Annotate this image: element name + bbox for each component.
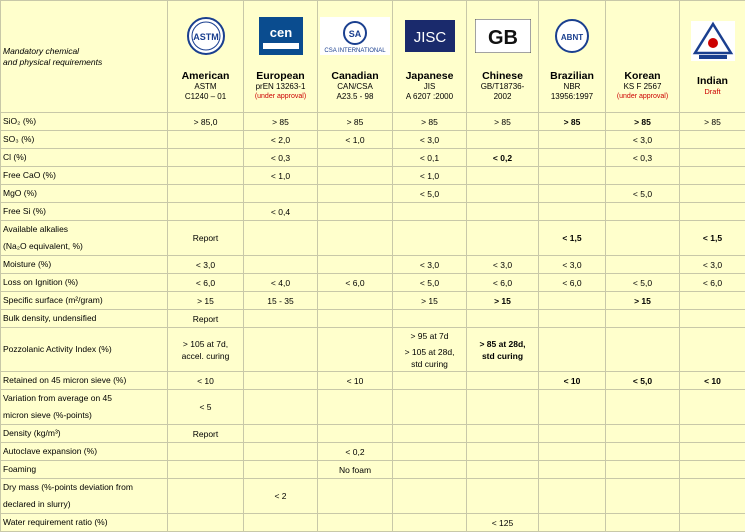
std-canadian-1: CAN/CSA xyxy=(320,82,390,92)
cell xyxy=(606,390,680,425)
std-brazilian-1: NBR xyxy=(541,82,603,92)
cell xyxy=(606,310,680,328)
row-label-line1: Dry mass (%-points deviation from xyxy=(3,479,165,496)
table-row xyxy=(1,149,745,167)
cell xyxy=(680,292,745,310)
cell: < 5,0 xyxy=(606,274,680,292)
cell xyxy=(680,514,745,532)
cell xyxy=(539,131,606,149)
cell xyxy=(467,443,539,461)
table-row xyxy=(1,390,745,425)
cell: > 85 xyxy=(606,113,680,131)
header-american xyxy=(168,1,244,113)
std-brazilian-2: 13956:1997 xyxy=(541,92,603,102)
cell xyxy=(244,372,318,390)
cell: > 15 xyxy=(168,292,244,310)
svg-text:ASTM: ASTM xyxy=(193,32,219,42)
cell xyxy=(393,390,467,425)
cell: < 6,0 xyxy=(318,274,393,292)
cell xyxy=(168,203,244,221)
cell: < 0,4 xyxy=(244,203,318,221)
cell xyxy=(606,479,680,514)
row-label: Retained on 45 micron sieve (%) xyxy=(1,372,168,390)
header-indian xyxy=(680,1,745,113)
row-label: Autoclave expansion (%) xyxy=(1,443,168,461)
cell: < 1,0 xyxy=(393,167,467,185)
cell xyxy=(680,390,745,425)
row-label: Free CaO (%) xyxy=(1,167,168,185)
cell xyxy=(244,328,318,372)
cell-line: > 105 at 28d, xyxy=(395,346,464,358)
cell xyxy=(244,461,318,479)
cell xyxy=(680,185,745,203)
header-canadian xyxy=(318,1,393,113)
cell xyxy=(318,203,393,221)
table-row xyxy=(1,310,745,328)
cell: < 2 xyxy=(244,479,318,514)
cell xyxy=(393,461,467,479)
cell xyxy=(539,479,606,514)
cell xyxy=(467,167,539,185)
country-name-korean: Korean xyxy=(608,70,677,82)
cell xyxy=(467,203,539,221)
cell xyxy=(680,167,745,185)
note-korean: (under approval) xyxy=(608,92,677,101)
cell-line: std curing xyxy=(469,350,536,362)
table-row xyxy=(1,292,745,310)
cell xyxy=(680,310,745,328)
country-name-european: European xyxy=(246,70,315,82)
country-name-canadian: Canadian xyxy=(320,70,390,82)
country-name-american: American xyxy=(170,70,241,82)
cell: > 85 xyxy=(680,113,745,131)
cell xyxy=(539,328,606,372)
jisc-logo xyxy=(395,16,464,56)
cell xyxy=(244,390,318,425)
cell xyxy=(318,185,393,203)
cell xyxy=(606,443,680,461)
cell: 15 - 35 xyxy=(244,292,318,310)
cell xyxy=(539,425,606,443)
table-row xyxy=(1,256,745,274)
cell: < 0,2 xyxy=(467,149,539,167)
cell: < 10 xyxy=(168,372,244,390)
cell xyxy=(168,328,244,372)
cell xyxy=(318,256,393,274)
note-indian: Draft xyxy=(682,87,743,96)
cell: < 10 xyxy=(318,372,393,390)
cell xyxy=(318,390,393,425)
cell xyxy=(606,256,680,274)
country-name-indian: Indian xyxy=(682,75,743,87)
cell-line: > 95 at 7d xyxy=(395,330,464,342)
cell: < 125 xyxy=(467,514,539,532)
cell xyxy=(606,425,680,443)
svg-text:CSA INTERNATIONAL: CSA INTERNATIONAL xyxy=(324,48,386,54)
cell: > 85 xyxy=(467,113,539,131)
cell xyxy=(606,167,680,185)
cell xyxy=(393,328,467,372)
cell xyxy=(539,310,606,328)
abnt-logo xyxy=(541,16,603,56)
header-chinese xyxy=(467,1,539,113)
cell xyxy=(393,425,467,443)
cell: < 1,0 xyxy=(244,167,318,185)
std-japanese-2: A 6207 :2000 xyxy=(395,92,464,102)
cell: < 1,5 xyxy=(539,221,606,256)
table-row xyxy=(1,113,745,131)
table-row xyxy=(1,514,745,532)
cell xyxy=(318,292,393,310)
std-american-2: C1240 – 01 xyxy=(170,92,241,102)
cell: > 15 xyxy=(393,292,467,310)
svg-text:JISC: JISC xyxy=(413,29,446,46)
cell xyxy=(680,149,745,167)
row-label-line2: (Na₂O equivalent, %) xyxy=(3,238,165,255)
cell xyxy=(318,425,393,443)
bis-logo xyxy=(682,21,743,61)
cell xyxy=(244,443,318,461)
cell xyxy=(393,514,467,532)
table-row xyxy=(1,203,745,221)
cell: < 3,0 xyxy=(680,256,745,274)
svg-text:GB: GB xyxy=(488,27,518,49)
cell: > 85 xyxy=(539,113,606,131)
table-row xyxy=(1,221,745,256)
cell: > 85 xyxy=(244,113,318,131)
country-name-chinese: Chinese xyxy=(469,70,536,82)
table-row xyxy=(1,461,745,479)
cell xyxy=(393,310,467,328)
cell xyxy=(244,221,318,256)
cell xyxy=(168,443,244,461)
table-row xyxy=(1,274,745,292)
cell-line: > 105 at 7d, xyxy=(170,338,241,350)
cell xyxy=(680,443,745,461)
cell: Report xyxy=(168,310,244,328)
csa-logo xyxy=(320,16,390,56)
cell xyxy=(467,131,539,149)
cell-line: > 85 at 28d, xyxy=(469,338,536,350)
cell xyxy=(168,479,244,514)
table-row xyxy=(1,443,745,461)
cell: < 3,0 xyxy=(467,256,539,274)
cell: < 1,5 xyxy=(680,221,745,256)
cell: < 5,0 xyxy=(606,372,680,390)
header-label xyxy=(1,1,168,113)
table-row xyxy=(1,167,745,185)
std-american-1: ASTM xyxy=(170,82,241,92)
row-label: Moisture (%) xyxy=(1,256,168,274)
cell: < 3,0 xyxy=(539,256,606,274)
row-label: MgO (%) xyxy=(1,185,168,203)
cell xyxy=(318,514,393,532)
table-row xyxy=(1,372,745,390)
row-label xyxy=(1,221,168,256)
cell xyxy=(244,185,318,203)
cell: < 5,0 xyxy=(393,185,467,203)
cell xyxy=(467,390,539,425)
row-label: SO₃ (%) xyxy=(1,131,168,149)
cell: < 5,0 xyxy=(393,274,467,292)
row-label xyxy=(1,390,168,425)
row-label: Density (kg/m³) xyxy=(1,425,168,443)
row-label-line2: micron sieve (%-points) xyxy=(3,407,165,424)
astm-logo xyxy=(170,16,241,56)
cell xyxy=(467,328,539,372)
cell xyxy=(467,221,539,256)
cell: < 0,3 xyxy=(606,149,680,167)
std-korean-1: KS F 2567 xyxy=(608,82,677,92)
cell: < 2,0 xyxy=(244,131,318,149)
cell: < 10 xyxy=(539,372,606,390)
cell xyxy=(467,461,539,479)
row-label: Pozzolanic Activity Index (%) xyxy=(1,328,168,372)
cell: < 4,0 xyxy=(244,274,318,292)
cell xyxy=(393,221,467,256)
cell: < 3,0 xyxy=(393,131,467,149)
header-brazilian xyxy=(539,1,606,113)
row-label: Bulk density, undensified xyxy=(1,310,168,328)
cell xyxy=(467,372,539,390)
cell xyxy=(244,425,318,443)
row-label: Free Si (%) xyxy=(1,203,168,221)
svg-text:cen: cen xyxy=(269,25,291,40)
cell xyxy=(680,425,745,443)
cell: > 15 xyxy=(606,292,680,310)
header-label-line2: and physical requirements xyxy=(3,57,165,68)
cell xyxy=(318,167,393,185)
cell xyxy=(539,443,606,461)
cell xyxy=(168,149,244,167)
cell xyxy=(539,203,606,221)
row-label-line2: declared in slurry) xyxy=(3,496,165,513)
cell xyxy=(606,221,680,256)
cell xyxy=(539,292,606,310)
cell xyxy=(318,149,393,167)
cell: < 5 xyxy=(168,390,244,425)
cell: No foam xyxy=(318,461,393,479)
cell: Report xyxy=(168,221,244,256)
cell xyxy=(168,185,244,203)
cell xyxy=(244,256,318,274)
std-european-1: prEN 13263-1 xyxy=(246,82,315,92)
cell xyxy=(168,514,244,532)
header-label-line1: Mandatory chemical xyxy=(3,46,165,57)
cell: < 6,0 xyxy=(467,274,539,292)
row-label: Specific surface (m²/gram) xyxy=(1,292,168,310)
cell: > 85,0 xyxy=(168,113,244,131)
table-row xyxy=(1,425,745,443)
gb-logo xyxy=(469,16,536,56)
cell xyxy=(606,328,680,372)
cell xyxy=(539,149,606,167)
cell xyxy=(318,310,393,328)
cell: < 0,2 xyxy=(318,443,393,461)
cen-logo xyxy=(246,16,315,56)
country-name-brazilian: Brazilian xyxy=(541,70,603,82)
cell: < 6,0 xyxy=(680,274,745,292)
cell: < 6,0 xyxy=(168,274,244,292)
table-row xyxy=(1,328,745,372)
cell xyxy=(393,372,467,390)
cell: < 0,3 xyxy=(244,149,318,167)
table-row xyxy=(1,131,745,149)
note-european: (under approval) xyxy=(246,92,315,101)
cell: Report xyxy=(168,425,244,443)
svg-text:SA: SA xyxy=(349,29,362,39)
cell: < 3,0 xyxy=(393,256,467,274)
cell xyxy=(606,461,680,479)
row-label: Water requirement ratio (%) xyxy=(1,514,168,532)
cell xyxy=(318,479,393,514)
header-european xyxy=(244,1,318,113)
ks-logo xyxy=(608,16,677,56)
cell xyxy=(680,131,745,149)
row-label xyxy=(1,479,168,514)
cell xyxy=(539,167,606,185)
cell xyxy=(393,203,467,221)
cell xyxy=(680,461,745,479)
row-label-line1: Variation from average on 45 xyxy=(3,390,165,407)
cell xyxy=(606,203,680,221)
cell xyxy=(318,328,393,372)
cell xyxy=(467,185,539,203)
std-canadian-2: A23.5 - 98 xyxy=(320,92,390,102)
row-label: SiO₂ (%) xyxy=(1,113,168,131)
std-chinese-2: 2002 xyxy=(469,92,536,102)
cell: < 0,1 xyxy=(393,149,467,167)
row-label: Cl (%) xyxy=(1,149,168,167)
cell xyxy=(168,167,244,185)
svg-text:ABNT: ABNT xyxy=(561,33,583,42)
cell xyxy=(467,479,539,514)
cell xyxy=(168,131,244,149)
row-label: Loss on Ignition (%) xyxy=(1,274,168,292)
cell xyxy=(606,514,680,532)
cell: < 3,0 xyxy=(606,131,680,149)
cell xyxy=(539,514,606,532)
table-row xyxy=(1,185,745,203)
cell-line: std curing xyxy=(395,358,464,370)
header-japanese xyxy=(393,1,467,113)
table-row xyxy=(1,479,745,514)
cell xyxy=(244,514,318,532)
cell xyxy=(168,461,244,479)
header-korean xyxy=(606,1,680,113)
std-japanese-1: JIS xyxy=(395,82,464,92)
country-name-japanese: Japanese xyxy=(395,70,464,82)
std-chinese-1: GB/T18736- xyxy=(469,82,536,92)
cell xyxy=(539,390,606,425)
row-label: Foaming xyxy=(1,461,168,479)
cell: > 85 xyxy=(318,113,393,131)
cell: < 6,0 xyxy=(539,274,606,292)
cell xyxy=(467,425,539,443)
cell xyxy=(244,310,318,328)
cell xyxy=(393,479,467,514)
cell: < 3,0 xyxy=(168,256,244,274)
cell xyxy=(680,479,745,514)
cell: < 5,0 xyxy=(606,185,680,203)
cell xyxy=(393,443,467,461)
cell xyxy=(680,203,745,221)
cell xyxy=(318,221,393,256)
cell: > 15 xyxy=(467,292,539,310)
header-row xyxy=(1,1,745,113)
cell: < 1,0 xyxy=(318,131,393,149)
cell-line: accel. curing xyxy=(170,350,241,362)
cell: > 85 xyxy=(393,113,467,131)
cell xyxy=(680,328,745,372)
cell xyxy=(467,310,539,328)
row-label-line1: Available alkalies xyxy=(3,221,165,238)
cell: < 10 xyxy=(680,372,745,390)
cell xyxy=(539,461,606,479)
cell xyxy=(539,185,606,203)
